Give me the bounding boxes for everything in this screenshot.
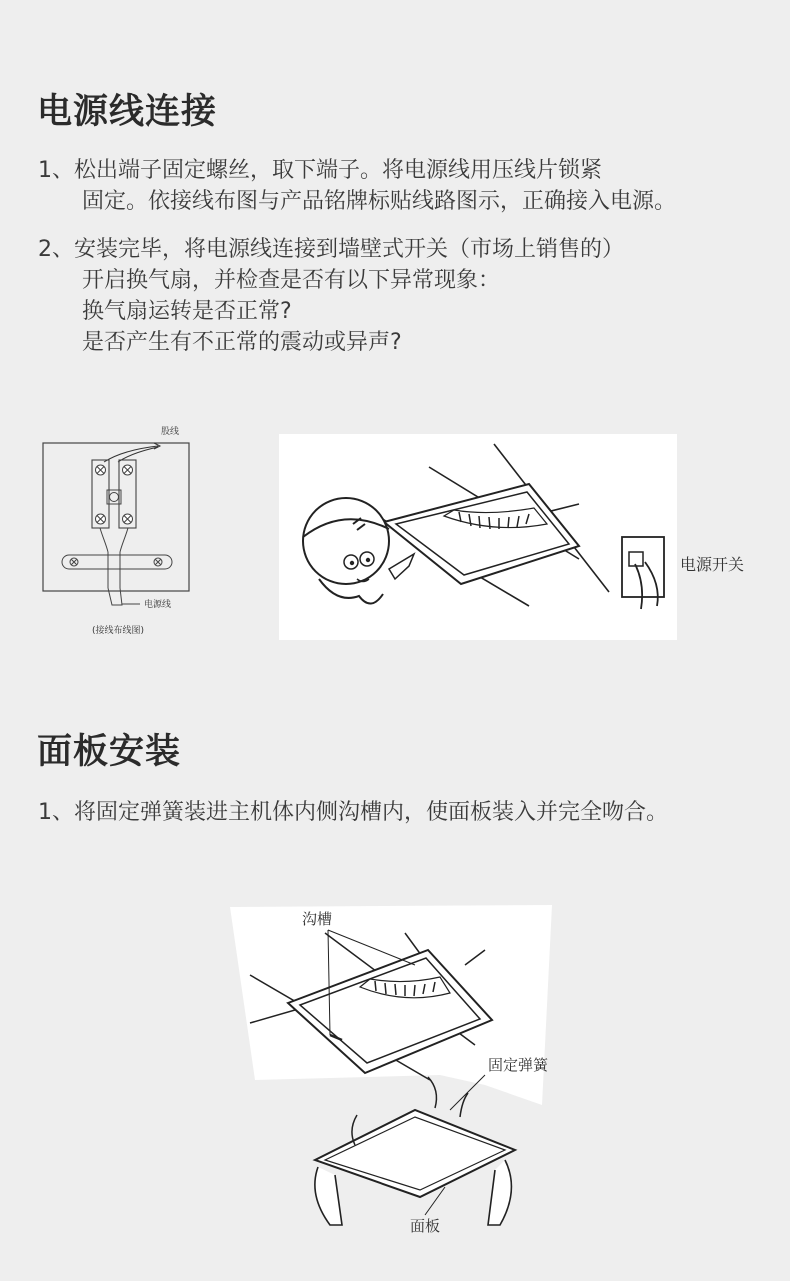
step-1-line-2: 固定。依接线布图与产品铭牌标贴线路图示，正确接入电源。 [82,189,677,214]
power-switch-label: 电源开关 [680,555,745,574]
wiring-diagram-caption: (接线布线图) [92,626,145,636]
step-2-line-1: 2、安装完毕，将电源线连接到墙壁式开关（市场上销售的） [38,237,624,262]
section-title-panel-install: 面板安装 [37,732,182,772]
step-2-line-2: 开启换气扇，并检查是否有以下异常现象： [82,268,501,293]
section-title-power-connection: 电源线连接 [37,92,218,132]
step-2-paragraph [38,234,624,358]
fan-switch-illustration [279,434,677,640]
panel-step-1-paragraph [38,797,668,828]
panel-step-1-line: 1、将固定弹簧装进主机体内侧沟槽内，使面板装入并完全吻合。 [38,800,668,825]
power-cord-label: 电源线 [144,600,172,610]
step-2-line-4: 是否产生有不正常的震动或异声? [82,330,402,355]
step-1-paragraph [38,155,676,217]
panel-installation-figure [230,905,555,1255]
stranded-wire-label: 股线 [161,427,180,437]
step-2-line-3: 换气扇运转是否正常? [82,299,292,324]
groove-label: 沟槽 [302,910,333,928]
panel-label: 面板 [410,1217,441,1235]
wiring-diagram-figure [40,420,210,645]
fixing-spring-label: 固定弹簧 [488,1056,549,1074]
step-1-line-1: 1、松出端子固定螺丝，取下端子。将电源线用压线片锁紧 [38,158,602,183]
